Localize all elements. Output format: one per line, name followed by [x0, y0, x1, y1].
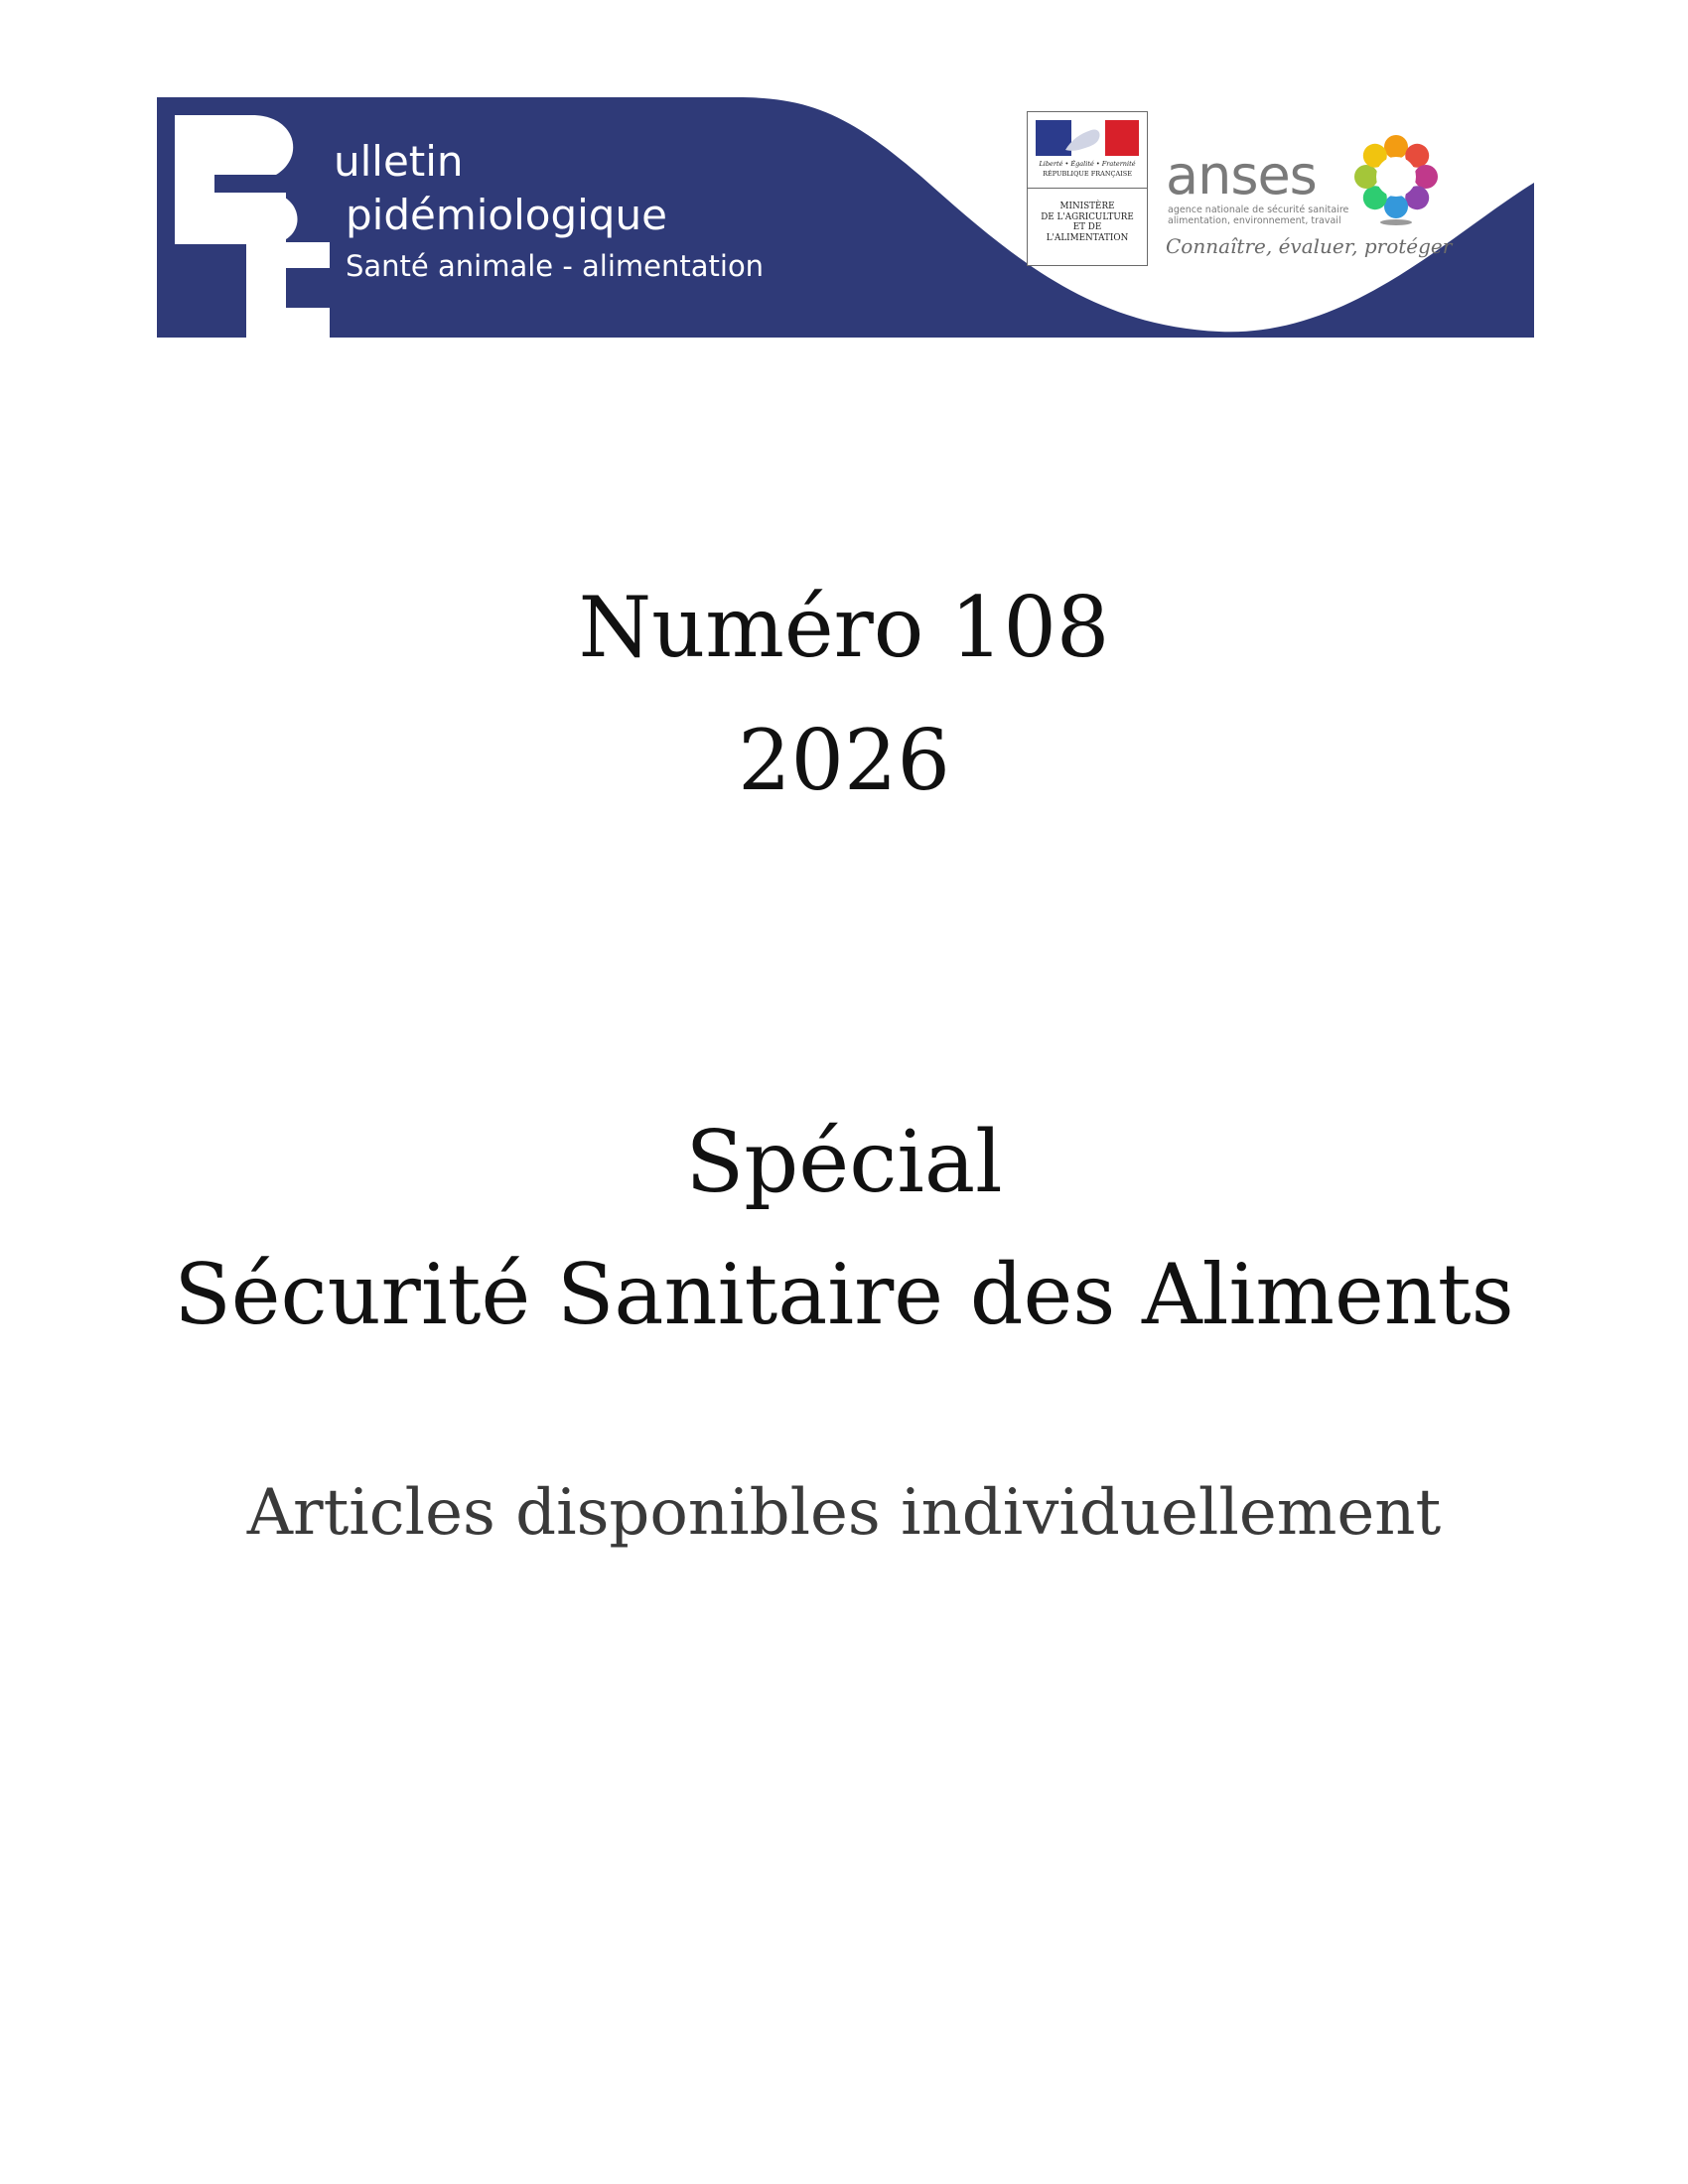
anses-petal	[1414, 165, 1438, 189]
bulletin-title-line1: ulletin	[334, 137, 464, 186]
anses-logo-text: anses	[1166, 144, 1317, 206]
be-logo-icon	[157, 97, 375, 338]
anses-petal	[1384, 195, 1408, 218]
anses-petal	[1354, 165, 1378, 189]
special-topic: Sécurité Sanitaire des Aliments	[174, 1246, 1514, 1343]
ministry-name: MINISTÈRE DE L'AGRICULTURE ET DE L'ALIMENTATION	[1041, 202, 1134, 243]
bulletin-subtitle: Santé animale - alimentation	[346, 249, 765, 283]
anses-flower-icon	[1348, 133, 1444, 228]
anses-tagline: Connaître, évaluer, protéger	[1166, 234, 1453, 258]
marianne-icon	[1036, 120, 1139, 156]
anses-subtitle: agence nationale de sécurité sanitaire alimentation, environnement, travail	[1168, 205, 1349, 226]
special-label: Spécial	[685, 1113, 1003, 1212]
ministry-logo	[1027, 111, 1148, 266]
bulletin-title-line2: pidémiologique	[346, 191, 667, 239]
header-banner	[157, 97, 1534, 338]
anses-petal-center	[1376, 157, 1416, 197]
availability-note: Articles disponibles individuellement	[246, 1476, 1442, 1550]
anses-base-shadow	[1380, 219, 1412, 225]
issue-number: Numéro 108	[578, 579, 1110, 676]
ministry-motto: Liberté • Égalité • Fraternité	[1039, 160, 1136, 168]
ministry-divider	[1028, 188, 1147, 189]
ministry-republic: RÉPUBLIQUE FRANÇAISE	[1043, 170, 1132, 178]
anses-petal	[1384, 135, 1408, 159]
issue-year: 2026	[738, 712, 950, 809]
